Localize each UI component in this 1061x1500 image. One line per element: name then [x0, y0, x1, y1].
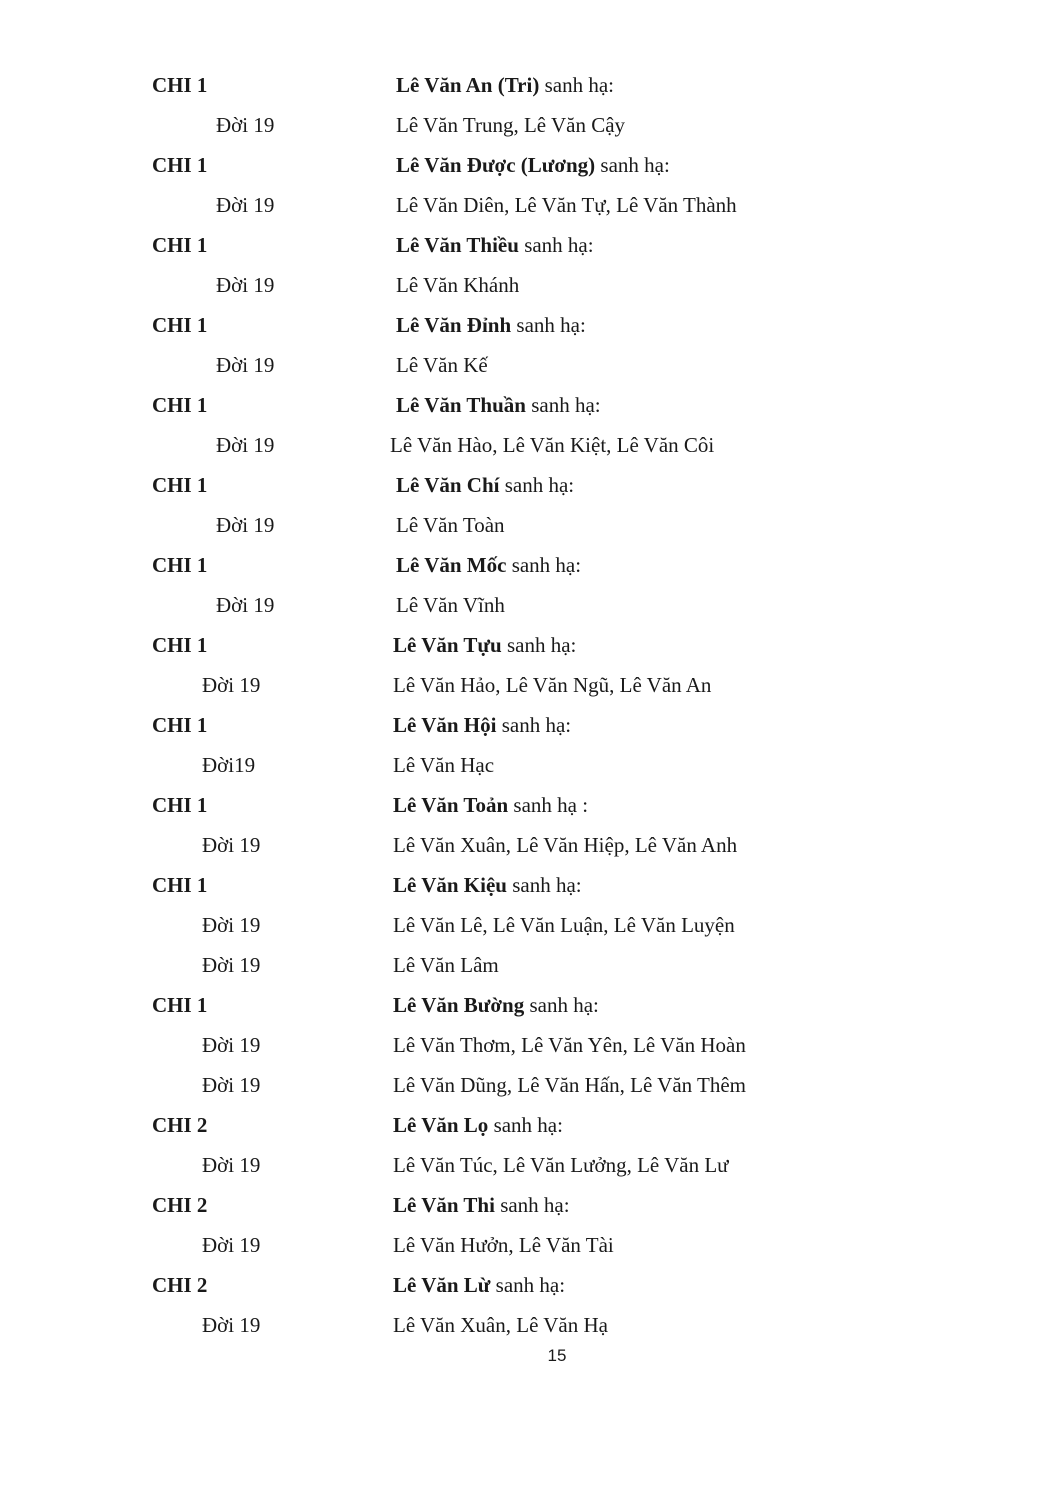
generation-label: Đời 19 — [202, 1233, 261, 1257]
branch-row — [0, 545, 1061, 585]
generation-row — [0, 745, 1061, 785]
branch-row — [0, 385, 1061, 425]
generation-label: Đời 19 — [202, 1073, 261, 1097]
descendants-suffix: sanh hạ: — [524, 993, 599, 1017]
descendant-names: Lê Văn Khánh — [396, 273, 520, 297]
descendants-suffix: sanh hạ: — [511, 313, 586, 337]
ancestor-name: Lê Văn Lừ — [393, 1273, 491, 1297]
generation-label: Đời 19 — [216, 353, 275, 377]
branch-label: CHI 1 — [152, 233, 208, 257]
branch-row — [0, 1185, 1061, 1225]
ancestor-name: Lê Văn Lọ — [393, 1113, 489, 1137]
generation-label: Đời 19 — [202, 673, 261, 697]
branch-label: CHI 1 — [152, 153, 208, 177]
branch-label: CHI 2 — [152, 1273, 208, 1297]
generation-label: Đời 19 — [216, 593, 275, 617]
branch-row — [0, 985, 1061, 1025]
branch-row — [0, 625, 1061, 665]
descendants-suffix: sanh hạ: — [518, 233, 594, 257]
branch-row — [0, 305, 1061, 345]
descendants-suffix: sanh hạ: — [488, 1113, 563, 1137]
descendants-suffix: sanh hạ: — [496, 713, 572, 737]
generation-label: Đời19 — [202, 753, 256, 777]
generation-row — [0, 665, 1061, 705]
ancestor-name: Lê Văn Hội — [393, 713, 497, 737]
generation-row — [0, 1145, 1061, 1185]
descendant-names: Lê Văn Diên, Lê Văn Tự, Lê Văn Thành — [396, 193, 737, 217]
descendant-names: Lê Văn Hào, Lê Văn Kiệt, Lê Văn Côi — [390, 433, 715, 457]
descendant-names: Lê Văn Kế — [396, 353, 488, 377]
generation-row — [0, 185, 1061, 225]
descendant-names: Lê Văn Vĩnh — [396, 593, 505, 617]
generation-label: Đời 19 — [216, 113, 275, 137]
descendant-names: Lê Văn Lâm — [393, 953, 499, 977]
generation-row — [0, 105, 1061, 145]
generation-row — [0, 1065, 1061, 1105]
generation-label: Đời 19 — [202, 913, 261, 937]
ancestor-name: Lê Văn Tựu — [393, 633, 502, 657]
descendant-names: Lê Văn Hạc — [393, 753, 495, 777]
descendants-suffix: sanh hạ: — [525, 393, 601, 417]
descendants-suffix: sanh hạ: — [499, 473, 575, 497]
branch-label: CHI 1 — [152, 793, 208, 817]
generation-row — [0, 505, 1061, 545]
ancestor-name: Lê Văn Kiệu — [393, 873, 507, 897]
branch-label: CHI 1 — [152, 73, 208, 97]
branch-row — [0, 465, 1061, 505]
generation-label: Đời 19 — [202, 833, 261, 857]
generation-row — [0, 265, 1061, 305]
ancestor-name: Lê Văn Thi — [393, 1193, 495, 1217]
generation-row — [0, 345, 1061, 385]
branch-label: CHI 1 — [152, 473, 208, 497]
ancestor-name: Lê Văn Được (Lương) — [396, 153, 596, 177]
branch-label: CHI 1 — [152, 633, 208, 657]
branch-label: CHI 2 — [152, 1113, 208, 1137]
descendant-names: Lê Văn Xuân, Lê Văn Hiệp, Lê Văn Anh — [393, 833, 738, 857]
branch-label: CHI 1 — [152, 713, 208, 737]
descendant-names: Lê Văn Thơm, Lê Văn Yên, Lê Văn Hoàn — [393, 1033, 746, 1057]
generation-row — [0, 425, 1061, 465]
ancestor-name: Lê Văn Toản — [393, 793, 509, 817]
descendant-names: Lê Văn Lê, Lê Văn Luận, Lê Văn Luyện — [393, 913, 735, 937]
descendant-names: Lê Văn Xuân, Lê Văn Hạ — [393, 1313, 608, 1337]
generation-row — [0, 945, 1061, 985]
ancestor-name: Lê Văn Bường — [393, 993, 525, 1017]
branch-row — [0, 785, 1061, 825]
ancestor-name: Lê Văn An (Tri) — [396, 73, 540, 97]
generation-label: Đời 19 — [202, 1153, 261, 1177]
branch-row — [0, 865, 1061, 905]
descendants-suffix: sanh hạ: — [595, 153, 670, 177]
branch-row — [0, 705, 1061, 745]
generation-label: Đời 19 — [216, 433, 275, 457]
branch-row — [0, 145, 1061, 185]
descendants-suffix: sanh hạ: — [539, 73, 614, 97]
branch-label: CHI 1 — [152, 993, 208, 1017]
descendant-names: Lê Văn Túc, Lê Văn Lưởng, Lê Văn Lư — [393, 1153, 729, 1177]
descendants-suffix: sanh hạ: — [490, 1273, 566, 1297]
generation-row — [0, 825, 1061, 865]
page-number: 15 — [547, 1346, 567, 1365]
generation-label: Đời 19 — [216, 513, 275, 537]
generation-row — [0, 905, 1061, 945]
ancestor-name: Lê Văn Chí — [396, 473, 500, 497]
descendant-names: Lê Văn Hảo, Lê Văn Ngũ, Lê Văn An — [393, 673, 712, 697]
descendants-suffix: sanh hạ: — [506, 553, 582, 577]
branch-label: CHI 1 — [152, 553, 208, 577]
generation-row — [0, 1025, 1061, 1065]
branch-row — [0, 225, 1061, 265]
ancestor-name: Lê Văn Thiều — [396, 233, 519, 257]
generation-row — [0, 1225, 1061, 1265]
branch-label: CHI 2 — [152, 1193, 208, 1217]
generation-label: Đời 19 — [216, 273, 275, 297]
genealogy-list — [0, 65, 1061, 1345]
branch-row — [0, 65, 1061, 105]
descendants-suffix: sanh hạ: — [501, 633, 577, 657]
generation-label: Đời 19 — [202, 1313, 261, 1337]
branch-row — [0, 1105, 1061, 1145]
descendants-suffix: sanh hạ : — [508, 793, 589, 817]
branch-row — [0, 1265, 1061, 1305]
descendant-names: Lê Văn Trung, Lê Văn Cậy — [396, 113, 626, 137]
descendants-suffix: sanh hạ: — [506, 873, 582, 897]
ancestor-name: Lê Văn Thuần — [396, 393, 526, 417]
generation-label: Đời 19 — [202, 953, 261, 977]
generation-row — [0, 1305, 1061, 1345]
ancestor-name: Lê Văn Đỉnh — [396, 313, 512, 337]
generation-row — [0, 585, 1061, 625]
generation-label: Đời 19 — [216, 193, 275, 217]
descendant-names: Lê Văn Toàn — [396, 513, 505, 537]
branch-label: CHI 1 — [152, 393, 208, 417]
descendant-names: Lê Văn Dũng, Lê Văn Hấn, Lê Văn Thêm — [393, 1073, 747, 1097]
generation-label: Đời 19 — [202, 1033, 261, 1057]
descendant-names: Lê Văn Hưởn, Lê Văn Tài — [393, 1233, 614, 1257]
ancestor-name: Lê Văn Mốc — [396, 553, 507, 577]
descendants-suffix: sanh hạ: — [494, 1193, 570, 1217]
branch-label: CHI 1 — [152, 873, 208, 897]
branch-label: CHI 1 — [152, 313, 208, 337]
